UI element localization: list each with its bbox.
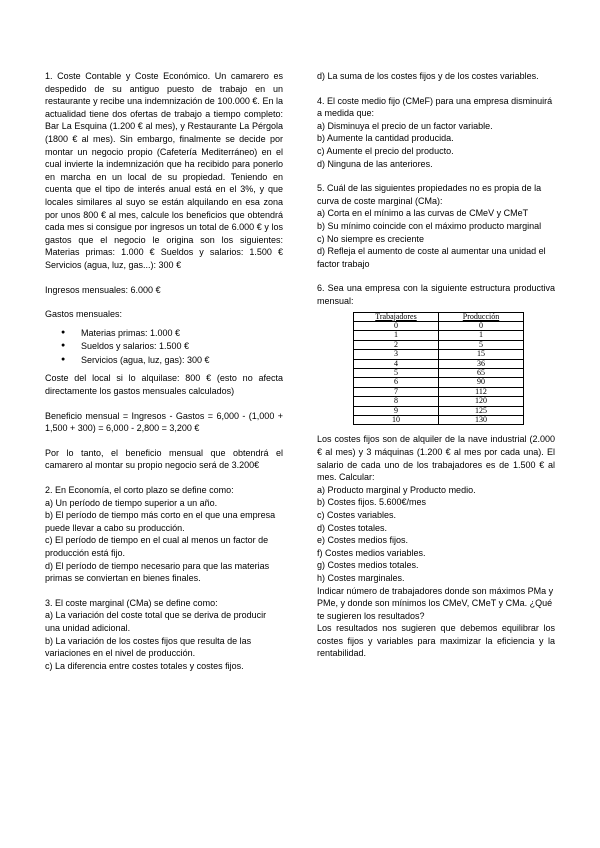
q3-option-a: a) La variación del coste total que se deriva de producir una unidad adicional. (45, 610, 267, 633)
q6-item-d: d) Costes totales. (317, 522, 388, 533)
cell-workers: 9 (354, 406, 439, 415)
q2-option-d: d) El período de tiempo necesario para que las materias primas se conviertan en bienes finales. (45, 560, 270, 584)
q6-items (317, 484, 555, 585)
table-row (354, 387, 524, 396)
q2-question: 2. En Economía, el corto plazo se define como: (45, 485, 234, 496)
table-row (354, 340, 524, 349)
q3-block (45, 597, 283, 673)
table-row (354, 397, 524, 406)
q4-option-c: c) Aumente el precio del producto. (317, 145, 454, 156)
cell-workers: 0 (354, 321, 439, 330)
q6-indicate: Indicar número de trabajadores donde son máximos PMa y PMe, y donde son mínimos los CMeV, CMeT y CMa. ¿Qué te sugieren los resultados? (317, 585, 554, 621)
q4-option-d: d) Ninguna de las anteriores. (317, 158, 433, 169)
q1-rent-note: Coste del local si lo alquilase: 800 € (esto no afecta directamente los gastos mensuales calculados) (45, 373, 283, 397)
q5-question: 5. Cuál de las siguientes propiedades no es propia de la curva de coste marginal (CMa): (317, 183, 542, 206)
table-row (354, 378, 524, 387)
cell-workers: 5 (354, 368, 439, 377)
cell-production: 15 (439, 350, 524, 359)
production-table (353, 312, 524, 426)
q6-item-h: h) Costes marginales. (317, 572, 405, 583)
q3-option-b: b) La variación de los costes fijos que resulta de las variaciones en el nivel de producción. (45, 635, 252, 659)
q1-income: Ingresos mensuales: 6.000 € (45, 284, 161, 295)
list-item: ● Sueldos y salarios: 1.500 € (81, 340, 283, 353)
q6-item-b: b) Costes fijos. 5.600€/mes (317, 497, 427, 508)
cell-production: 0 (439, 321, 524, 330)
q1-expenses-title: Gastos mensuales: (45, 309, 123, 320)
header-workers: Trabajadores (354, 312, 439, 321)
q6-item-f: f) Costes medios variables. (317, 547, 426, 558)
table-row (354, 368, 524, 377)
table-row (354, 415, 524, 424)
header-production: Producción (439, 312, 524, 321)
q5-option-c: c) No siempre es creciente (317, 233, 425, 244)
list-item: ● Servicios (agua, luz, gas): 300 € (81, 354, 283, 367)
q6-answer: Los resultados nos sugieren que debemos equilibrar los costes fijos y variables para maximizar la eficiencia y la rentabilidad. (317, 623, 555, 659)
right-column (317, 70, 555, 660)
q2-block (45, 484, 283, 585)
cell-workers: 8 (354, 397, 439, 406)
cell-production: 112 (439, 387, 524, 396)
q2-option-c: c) El período de tiempo en el cual al menos un factor de producción está fijo. (45, 535, 269, 558)
q6-question: 6. Sea una empresa con la siguiente estructura productiva mensual: (317, 283, 555, 306)
cell-workers: 1 (354, 331, 439, 340)
q4-option-b: b) Aumente la cantidad producida. (317, 133, 454, 144)
cell-workers: 10 (354, 415, 439, 424)
cell-production: 65 (439, 368, 524, 377)
cell-production: 5 (439, 340, 524, 349)
cell-workers: 7 (354, 387, 439, 396)
q5-option-a: a) Corta en el mínimo a las curvas de CMeV y CMeT (317, 208, 529, 219)
q6-item-g: g) Costes medios totales. (317, 560, 419, 571)
q5-option-d: d) Refleja el aumento de coste al aumentar una unidad el factor trabajo (317, 246, 546, 269)
q5-option-b: b) Su mínimo coincide con el máximo producto marginal (317, 220, 542, 231)
table-row (354, 350, 524, 359)
cell-production: 130 (439, 415, 524, 424)
q1-conclusion: Por lo tanto, el beneficio mensual que obtendrá el camarero al montar su propio negocio será de 3.200€ (45, 447, 283, 471)
q6-item-c: c) Costes variables. (317, 509, 397, 520)
q6-item-a: a) Producto marginal y Producto medio. (317, 484, 476, 495)
cell-production: 120 (439, 397, 524, 406)
table-row (354, 321, 524, 330)
cell-production: 1 (439, 331, 524, 340)
q4-question: 4. El coste medio fijo (CMeF) para una empresa disminuirá a medida que: (317, 95, 553, 119)
table-header-row (354, 312, 524, 321)
cell-production: 36 (439, 359, 524, 368)
q4-block (317, 95, 555, 171)
cell-workers: 6 (354, 378, 439, 387)
cell-workers: 4 (354, 359, 439, 368)
q1-statement: 1. Coste Contable y Coste Económico. Un camarero es despedido de su antiguo puesto de trabajo en un restaurante y recibe una indemnización de 100.000 €. En la actualidad tiene dos ofertas de trabajo a tiempo completo: Bar La Esquina (1.200 € al mes), y Restaurante La Pérgola (1800 € al mes). Sin embargo, finalmente se decide por montar un negocio propio (Cafetería Mediterráneo) en el cual invierte la indemnización que ha recibido para ponerlo en marcha en un local de su propiedad. Teniendo en cuenta que el tipo de interés anual está en el 3%, y que locales similares al suyo se están alquilando en esa zona por unos 800 € al mes, calcule los beneficios que obtendrá cada mes si consigue por ingresos un total de 6.000 € y los gastos que el negocio le origina son los siguientes: Materias primas: 1.000 € Sueldos y salarios: 1.500 € Servicios (agua, luz, gas...): 300 € (45, 71, 283, 270)
table-row (354, 359, 524, 368)
q5-block (317, 182, 555, 270)
q2-option-b: b) El período de tiempo más corto en el que una empresa puede llevar a cabo su producción. (45, 510, 276, 533)
q1-calc: Beneficio mensual = Ingresos - Gastos = 6,000 - (1,000 + 1,500 + 300) = 6,000 - 2,800 = 3,200 € (45, 410, 283, 434)
table-row (354, 331, 524, 340)
q6-context: Los costes fijos son de alquiler de la nave industrial (2.000 € al mes) y 3 máquinas (1.200 € al mes por cada una). El salario de cada uno de los trabajadores es de 1.500 € al mes. Calcular: (317, 434, 555, 483)
left-column (45, 70, 283, 672)
q4-option-a: a) Disminuya el precio de un factor variable. (317, 120, 493, 131)
cell-production: 90 (439, 378, 524, 387)
q3-option-d: d) La suma de los costes fijos y de los costes variables. (317, 71, 539, 81)
q2-option-a: a) Un período de tiempo superior a un año. (45, 497, 218, 508)
cell-production: 125 (439, 406, 524, 415)
cell-workers: 3 (354, 350, 439, 359)
cell-workers: 2 (354, 340, 439, 349)
q3-option-c: c) La diferencia entre costes totales y costes fijos. (45, 660, 244, 671)
q1-expenses-list (45, 327, 283, 367)
q6-item-e: e) Costes medios fijos. (317, 535, 409, 546)
table-row (354, 406, 524, 415)
list-item: ● Materias primas: 1.000 € (81, 327, 283, 340)
q3-question: 3. El coste marginal (CMa) se define como: (45, 597, 218, 608)
